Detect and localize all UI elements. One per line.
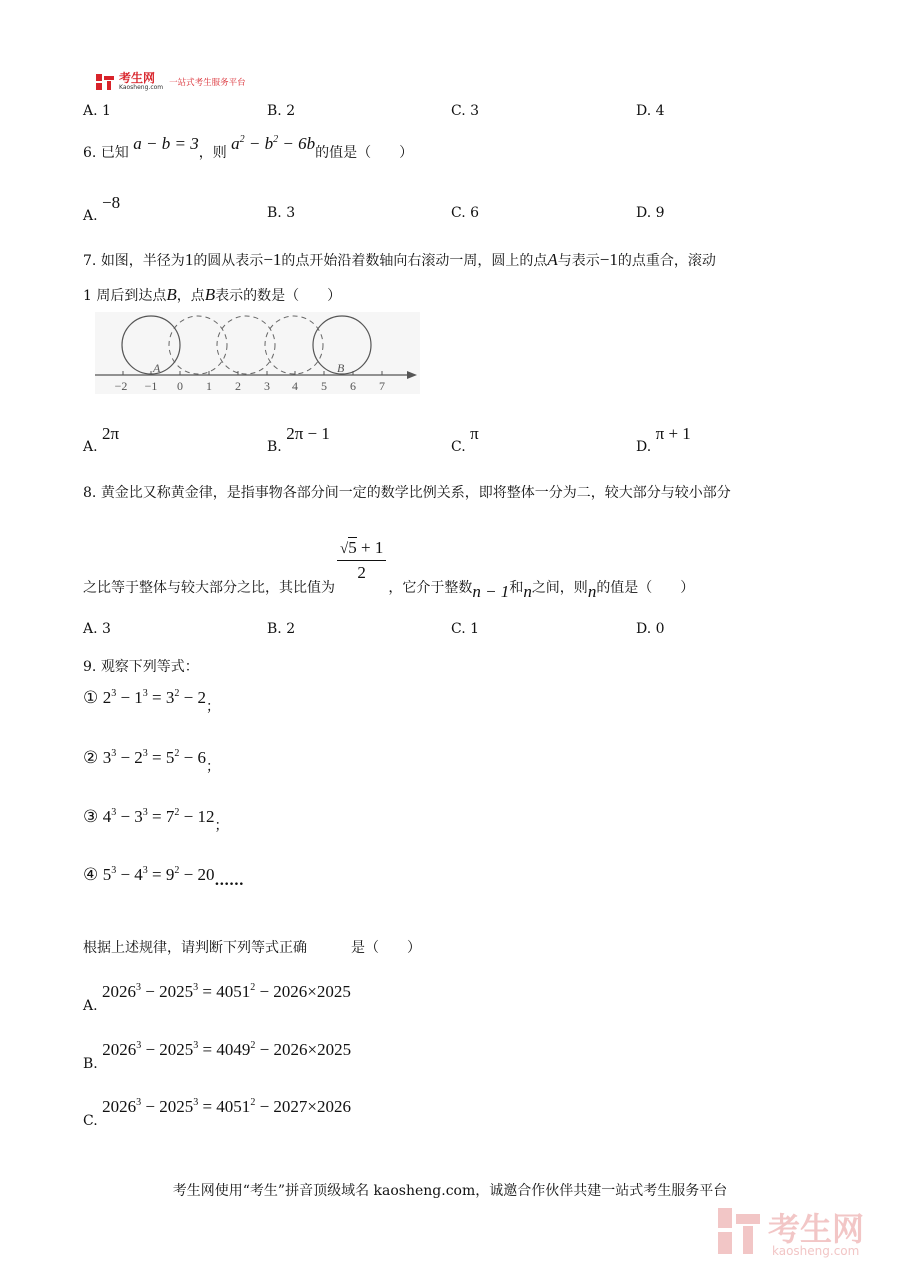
tick-label: 3 <box>264 379 270 393</box>
tick-label: 6 <box>350 379 356 393</box>
q6-option-a: A. −8 <box>83 193 121 224</box>
tick-label: 5 <box>321 379 327 393</box>
kaosheng-logo-icon <box>95 73 117 91</box>
tick-label: 1 <box>206 379 212 393</box>
q7-number-line-figure <box>95 312 420 394</box>
q9-option-c: C. $2026^3 - 2025^3 = 4051^2 - 2027\times 2026$ <box>83 1097 351 1129</box>
q9-equation-2: ② $3^3 - 2^3 = 5^2 - 6$； <box>83 748 220 775</box>
tick-label: 2 <box>235 379 241 393</box>
page-footer: 考生网使用“考生”拼音顶级域名 kaosheng.com，诚邀合作伙伴共建一站式考生服务平台 <box>172 1183 728 1199</box>
q7-option-b: B. 2π − 1 <box>267 424 330 455</box>
q6-expression: $a^2 - b^2 - 6b$ <box>231 134 316 153</box>
golden-ratio-fraction: $\frac{√5 + 1}{2}$ <box>337 538 386 583</box>
q9-option-b: B. $2026^3 - 2025^3 = 4049^2 - 2026\times 2025$ <box>83 1040 352 1072</box>
question-8-line-2: 之比等于整体与较大部分之比，其比值为 $\frac{√5 + 1}{2}$ ，它介于整数n − 1和n之间，则n的值是（ ） <box>83 538 695 601</box>
q8-option-b: B. 2 <box>267 621 296 637</box>
tick-label: −2 <box>114 379 128 393</box>
question-7-line-2: 1 周后到达点B，点B表示的数是（ ） <box>83 285 342 304</box>
q7-option-c: C. π <box>451 424 479 455</box>
question-9-intro: 9. 观察下列等式： <box>83 659 199 675</box>
question-6-stem: 6. 已知 a − b = 3，则 $a^2 - b^2 - 6b$的值是（ ） <box>83 134 414 161</box>
watermark-logo <box>716 1204 886 1259</box>
q5-option-b: B. 2 <box>267 103 296 119</box>
header-slogan: 一站式考生服务平台 <box>169 77 246 88</box>
q6-option-d: D. 9 <box>636 205 665 221</box>
q8-option-d: D. 0 <box>636 621 665 637</box>
q9-equation-4: ④ $5^3 - 4^3 = 9^2 - 20$...... <box>83 865 244 889</box>
watermark-name: 考生网 <box>768 1210 865 1248</box>
q8-option-a: A. 3 <box>83 621 111 637</box>
q7-option-a: A. 2π <box>83 424 120 455</box>
logo-domain: Kaosheng.com <box>119 84 164 91</box>
tick-label: 7 <box>379 379 385 393</box>
logo-name: 考生网 <box>119 71 156 85</box>
q6-option-c: C. 6 <box>451 205 480 221</box>
question-8-line-1: 8. 黄金比又称黄金律，是指事物各部分间一定的数学比例关系，即将整体一分为二，较大部分与较小部分 <box>83 485 731 501</box>
header-logo <box>95 72 246 91</box>
q5-option-d: D. 4 <box>636 103 665 119</box>
point-a-label: A <box>153 361 161 375</box>
point-b-label: B <box>337 361 345 375</box>
q9-equation-3: ③ $4^3 - 3^3 = 7^2 - 12$； <box>83 807 229 834</box>
question-9-prompt: 根据上述规律，请判断下列等式正确 是（ ） <box>83 940 421 956</box>
q9-option-a: A. $2026^3 - 2025^3 = 4051^2 - 2026\times 2025$ <box>83 982 351 1014</box>
q8-option-c: C. 1 <box>451 621 480 637</box>
tick-label: 0 <box>177 379 183 393</box>
q5-option-c: C. 3 <box>451 103 480 119</box>
tick-label: −1 <box>144 379 158 393</box>
question-7-line-1: 7. 如图，半径为1的圆从表示−1的点开始沿着数轴向右滚动一周，圆上的点A与表示−1的点重合，滚动 <box>83 250 716 269</box>
tick-label: 4 <box>292 379 298 393</box>
q7-option-d: D. π + 1 <box>636 424 691 455</box>
q5-option-a: A. 1 <box>83 103 111 119</box>
q6-option-b: B. 3 <box>267 205 296 221</box>
q9-equation-1: ① $2^3 - 1^3 = 3^2 - 2$； <box>83 688 220 715</box>
watermark-domain: kaosheng.com <box>772 1244 860 1258</box>
q6-condition: a − b = 3 <box>133 134 199 153</box>
